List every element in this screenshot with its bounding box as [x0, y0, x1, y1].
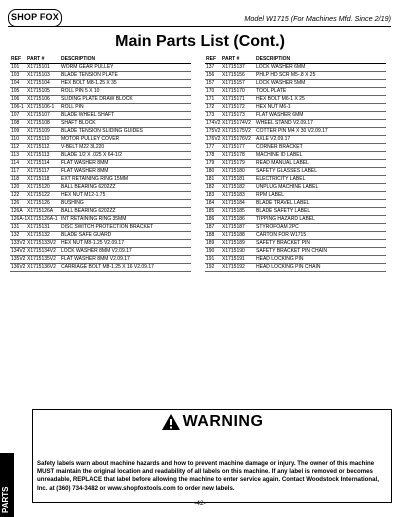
table-row [205, 256, 386, 264]
part-number-cell: X1715107 [27, 112, 50, 118]
description-cell: CORNER BRACKET [256, 144, 303, 150]
part-number-cell: X1715132 [27, 232, 50, 238]
description-cell: BLADE TRAVEL LABEL [256, 200, 310, 206]
table-row [10, 224, 191, 232]
ref-cell: 106 [11, 96, 20, 102]
table-row [205, 176, 386, 184]
table-row [205, 88, 386, 96]
description-cell: HEX NUT M8-1.25 V2.09.17 [61, 240, 124, 246]
description-cell: COTTER PIN M4 X 30 V2.09.17 [256, 128, 328, 134]
table-row [10, 80, 191, 88]
table-row [10, 88, 191, 96]
table-row [10, 208, 191, 216]
description-cell: TIPPING HAZARD LABEL [256, 216, 315, 222]
table-row [205, 192, 386, 200]
table-row [205, 104, 386, 112]
description-cell: BLADE SAFETY LABEL [256, 208, 311, 214]
ref-cell: 188 [206, 232, 215, 238]
ref-cell: 176V2 [206, 136, 221, 142]
ref-cell: 109 [11, 128, 20, 134]
description-cell: LOCK WASHER 6MM [256, 64, 306, 70]
table-row [10, 144, 191, 152]
parts-tab-label: PARTS [1, 486, 10, 513]
ref-cell: 177 [206, 144, 215, 150]
description-cell: STYROFOAM 2PC [256, 224, 299, 230]
description-cell: SLIDING PLATE DRAW BLOCK [61, 96, 133, 102]
part-column-header: PART # [27, 56, 45, 62]
table-row [10, 128, 191, 136]
ref-cell: 189 [206, 240, 215, 246]
warning-box [32, 409, 392, 503]
part-number-cell: X1715126A-1 [27, 216, 58, 222]
part-number-cell: X1715114 [27, 160, 50, 166]
part-number-cell: X1715122 [27, 192, 50, 198]
table-row [10, 256, 191, 264]
description-cell: AXLE V2.09.17 [256, 136, 291, 142]
table-row [10, 160, 191, 168]
table-row [10, 216, 191, 224]
description-cell: BLADE SAFE GUARD [61, 232, 112, 238]
part-number-cell: X1715101 [27, 64, 50, 70]
part-number-cell: X1715170 [222, 88, 245, 94]
description-cell: HEAD LOCKING PIN [256, 256, 304, 262]
description-cell: SHAFT BLOCK [61, 120, 96, 126]
part-number-cell: X1715104 [27, 80, 50, 86]
part-number-cell: X1715157 [222, 80, 245, 86]
description-cell: LOCK WASHER 5MM [256, 80, 306, 86]
part-number-cell: X1715174V2 [222, 120, 251, 126]
part-number-cell: X1715180 [222, 168, 245, 174]
ref-cell: 136V2 [11, 264, 26, 270]
part-number-cell: X1715184 [222, 200, 245, 206]
description-cell: FLAT WASHER 8MM [61, 168, 109, 174]
ref-cell: 132 [11, 232, 20, 238]
table-row [10, 152, 191, 160]
description-cell: RPM LABEL [256, 192, 285, 198]
table-row [205, 200, 386, 208]
part-number-cell: X1715173 [222, 112, 245, 118]
part-number-cell: X1715188 [222, 232, 245, 238]
part-number-cell: X1715156 [222, 72, 245, 78]
description-cell: ROLL PIN 5 X 10 [61, 88, 100, 94]
warning-triangle-icon [161, 413, 181, 431]
ref-cell: 182 [206, 184, 215, 190]
description-cell: CARRIAGE BOLT M8-1.25 X 16 V2.09.17 [61, 264, 154, 270]
table-row [205, 120, 386, 128]
ref-cell: 172 [206, 104, 215, 110]
table-row [205, 240, 386, 248]
description-cell: PHLP HD SCR M5-.8 X 25 [256, 72, 316, 78]
part-number-cell: X1715108 [27, 120, 50, 126]
part-number-cell: X1715178 [222, 152, 245, 158]
ref-cell: 185 [206, 208, 215, 214]
ref-cell: 113 [11, 152, 19, 158]
part-number-cell: X1715136V2 [27, 264, 56, 270]
table-row [205, 264, 386, 272]
description-cell: INT RETAINING RING 35MM [61, 216, 127, 222]
ref-cell: 117 [11, 168, 19, 174]
part-number-cell: X1715181 [222, 176, 245, 182]
warning-header [33, 413, 391, 433]
description-cell: LOCK WASHER 8MM V2.09.17 [61, 248, 132, 254]
ref-cell: 126 [11, 200, 20, 206]
table-row [205, 152, 386, 160]
ref-cell: 174V2 [206, 120, 221, 126]
ref-cell: 135V2 [11, 256, 26, 262]
part-number-cell: X1715179 [222, 160, 245, 166]
part-number-cell: X1715192 [222, 264, 245, 270]
description-cell: CARTON FOR W1715 [256, 232, 307, 238]
table-row [10, 264, 191, 272]
table-row [10, 64, 191, 72]
ref-cell: 133V2 [11, 240, 26, 246]
ref-cell: 101 [11, 64, 20, 70]
table-row [10, 112, 191, 120]
ref-cell: 178 [206, 152, 215, 158]
table-row [205, 64, 386, 72]
description-cell: FLAT WASHER 8MM [61, 160, 109, 166]
table-row [205, 144, 386, 152]
description-cell: ROLL PIN [61, 104, 84, 110]
table-row [205, 168, 386, 176]
ref-cell: 126A-1 [11, 216, 27, 222]
description-cell: HEX BOLT M8-1.25 X 35 [61, 80, 117, 86]
part-number-cell: X1715182 [222, 184, 245, 190]
part-number-cell: X1715110 [27, 136, 50, 142]
ref-column-header: REF [11, 56, 21, 62]
part-number-cell: X1715175V2 [222, 128, 251, 134]
ref-cell: 112 [11, 144, 19, 150]
part-number-cell: X1715118 [27, 176, 50, 182]
part-number-cell: X1715131 [27, 224, 50, 230]
part-number-cell: X1715137 [222, 64, 245, 70]
part-number-cell: X1715176V2 [222, 136, 251, 142]
ref-cell: 192 [206, 264, 215, 270]
description-cell: BALL BEARING 6202ZZ [61, 184, 116, 190]
ref-cell: 183 [206, 192, 215, 198]
table-row [205, 160, 386, 168]
ref-cell: 175V2 [206, 128, 221, 134]
description-cell: BLADE TENSION SLIDING GUIDES [61, 128, 143, 134]
description-cell: BLADE TENSION PLATE [61, 72, 118, 78]
part-number-cell: X1715183 [222, 192, 245, 198]
description-cell: FLAT WASHER 6MM [256, 112, 304, 118]
part-number-cell: X1715109 [27, 128, 50, 134]
table-row [10, 200, 191, 208]
table-row [10, 192, 191, 200]
table-row [10, 240, 191, 248]
description-cell: BLADE 1/2 X .025 X 64-1/2 [61, 152, 122, 158]
parts-table-left-body [10, 64, 191, 272]
ref-cell: 173 [206, 112, 215, 118]
table-row [205, 232, 386, 240]
part-number-cell: X1715172 [222, 104, 245, 110]
description-cell: HEX NUT M6-1 [256, 104, 291, 110]
ref-cell: 108 [11, 120, 20, 126]
part-number-cell: X1715120 [27, 184, 50, 190]
table-row [205, 128, 386, 136]
ref-cell: 187 [206, 224, 215, 230]
description-cell: WHEEL STAND V2.09.17 [256, 120, 313, 126]
description-cell: DISC SWITCH PROTECTION BRACKET [61, 224, 154, 230]
parts-table-right [205, 56, 386, 272]
table-row [10, 176, 191, 184]
ref-cell: 104 [11, 80, 20, 86]
part-column-header: PART # [222, 56, 240, 62]
part-number-cell: X1715134V2 [27, 248, 56, 254]
description-cell: HEX BOLT M6-1 X 25 [256, 96, 305, 102]
parts-table-left [10, 56, 191, 272]
table-row [205, 184, 386, 192]
warning-heading: WARNING [182, 413, 264, 430]
ref-cell: 184 [206, 200, 215, 206]
ref-cell: 103 [11, 72, 20, 78]
part-number-cell: X1715171 [222, 96, 245, 102]
ref-cell: 180 [206, 168, 215, 174]
header-rule [8, 26, 391, 27]
table-row [10, 248, 191, 256]
description-cell: ELECTRICITY LABEL [256, 176, 306, 182]
table-row [205, 216, 386, 224]
part-number-cell: X1715103 [27, 72, 50, 78]
ref-cell: 171 [206, 96, 215, 102]
description-cell: TOOL PLATE [256, 88, 287, 94]
table-row [10, 232, 191, 240]
part-number-cell: X1715117 [27, 168, 50, 174]
part-number-cell: X1715185 [222, 208, 245, 214]
description-cell: MACHINE ID LABEL [256, 152, 303, 158]
ref-cell: 120 [11, 184, 20, 190]
table-row [205, 112, 386, 120]
ref-cell: 110 [11, 136, 19, 142]
ref-cell: 181 [206, 176, 215, 182]
table-row [10, 96, 191, 104]
ref-cell: 107 [11, 112, 20, 118]
ref-cell: 179 [206, 160, 215, 166]
ref-cell: 114 [11, 160, 19, 166]
part-number-cell: X1715106-1 [27, 104, 55, 110]
description-cell: WORM GEAR PULLEY [61, 64, 114, 70]
table-row [205, 208, 386, 216]
description-cell: HEX NUT M12-1.75 [61, 192, 106, 198]
description-column-header: DESCRIPTION [256, 56, 291, 62]
part-number-cell: X1715135V2 [27, 256, 56, 262]
ref-cell: 131 [11, 224, 20, 230]
part-number-cell: X1715126A [27, 208, 54, 214]
model-header: Model W1715 (For Machines Mfd. Since 2/19) [244, 14, 391, 23]
table-row [205, 224, 386, 232]
description-cell: SAFETY BRACKET PIN [256, 240, 310, 246]
part-number-cell: X1715191 [222, 256, 245, 262]
ref-cell: 157 [206, 80, 215, 86]
ref-cell: 156 [206, 72, 215, 78]
page-number: -42- [194, 500, 206, 507]
part-number-cell: X1715106 [27, 96, 50, 102]
ref-cell: 190 [206, 248, 215, 254]
part-number-cell: X1715105 [27, 88, 50, 94]
ref-cell: 126A [11, 208, 23, 214]
description-cell: BALL BEARING 6202ZZ [61, 208, 116, 214]
description-cell: EXT RETAINING RING 15MM [61, 176, 129, 182]
ref-cell: 105 [11, 88, 20, 94]
parts-table-right-body [205, 64, 386, 272]
part-number-cell: X1715126 [27, 200, 50, 206]
table-row [205, 136, 386, 144]
description-cell: MOTOR PULLEY COVER [61, 136, 120, 142]
part-number-cell: X1715187 [222, 224, 245, 230]
table-row [205, 80, 386, 88]
table-row [10, 120, 191, 128]
part-number-cell: X1715190 [222, 248, 245, 254]
ref-cell: 118 [11, 176, 19, 182]
part-number-cell: X1715189 [222, 240, 245, 246]
part-number-cell: X1715112 [27, 144, 50, 150]
table-row [10, 184, 191, 192]
ref-column-header: REF [206, 56, 216, 62]
description-cell: BLADE WHEEL SHAFT [61, 112, 115, 118]
table-row [10, 168, 191, 176]
description-cell: READ MANUAL LABEL [256, 160, 309, 166]
parts-section-tab [0, 453, 14, 517]
description-cell: V-BELT M22 3L220 [61, 144, 105, 150]
description-cell: UNPLUG MACHINE LABEL [256, 184, 319, 190]
part-number-cell: X1715177 [222, 144, 245, 150]
table-row [10, 72, 191, 80]
table-row [10, 104, 191, 112]
description-cell: SAFETY GLASSES LABEL [256, 168, 318, 174]
description-cell: HEAD LOCKING PIN CHAIN [256, 264, 321, 270]
table-header [205, 56, 386, 64]
part-number-cell: X1715133V2 [27, 240, 56, 246]
description-column-header: DESCRIPTION [61, 56, 96, 62]
table-row [205, 96, 386, 104]
description-cell: SAFETY BRACKET PIN CHAIN [256, 248, 327, 254]
warning-text: Safety labels warn about machine hazards and how to prevent machine damage or injury. The owner of this machine MUST maintain the original location and readability of all labels on this machine. If any label is removed or becomes unreadable, REPLACE that label before allowing the machine to enter service again. Contact Woodstock International, Inc. at (360) 734-3482 or www.shopfoxtools.com to order new labels. [37, 460, 379, 492]
shop-fox-logo: SHOP FOX [8, 9, 62, 27]
ref-cell: 134V2 [11, 248, 26, 254]
description-cell: BUSHING [61, 200, 84, 206]
ref-cell: 186 [206, 216, 215, 222]
ref-cell: 122 [11, 192, 20, 198]
ref-cell: 191 [206, 256, 215, 262]
description-cell: FLAT WASHER 8MM V2.09.17 [61, 256, 130, 262]
ref-cell: 137 [206, 64, 215, 70]
part-number-cell: X1715113 [27, 152, 50, 158]
table-row [205, 248, 386, 256]
page-title: Main Parts List (Cont.) [115, 33, 285, 50]
ref-cell: 170 [206, 88, 215, 94]
table-header [10, 56, 191, 64]
part-number-cell: X1715186 [222, 216, 245, 222]
table-row [10, 136, 191, 144]
table-row [205, 72, 386, 80]
ref-cell: 106-1 [11, 104, 24, 110]
